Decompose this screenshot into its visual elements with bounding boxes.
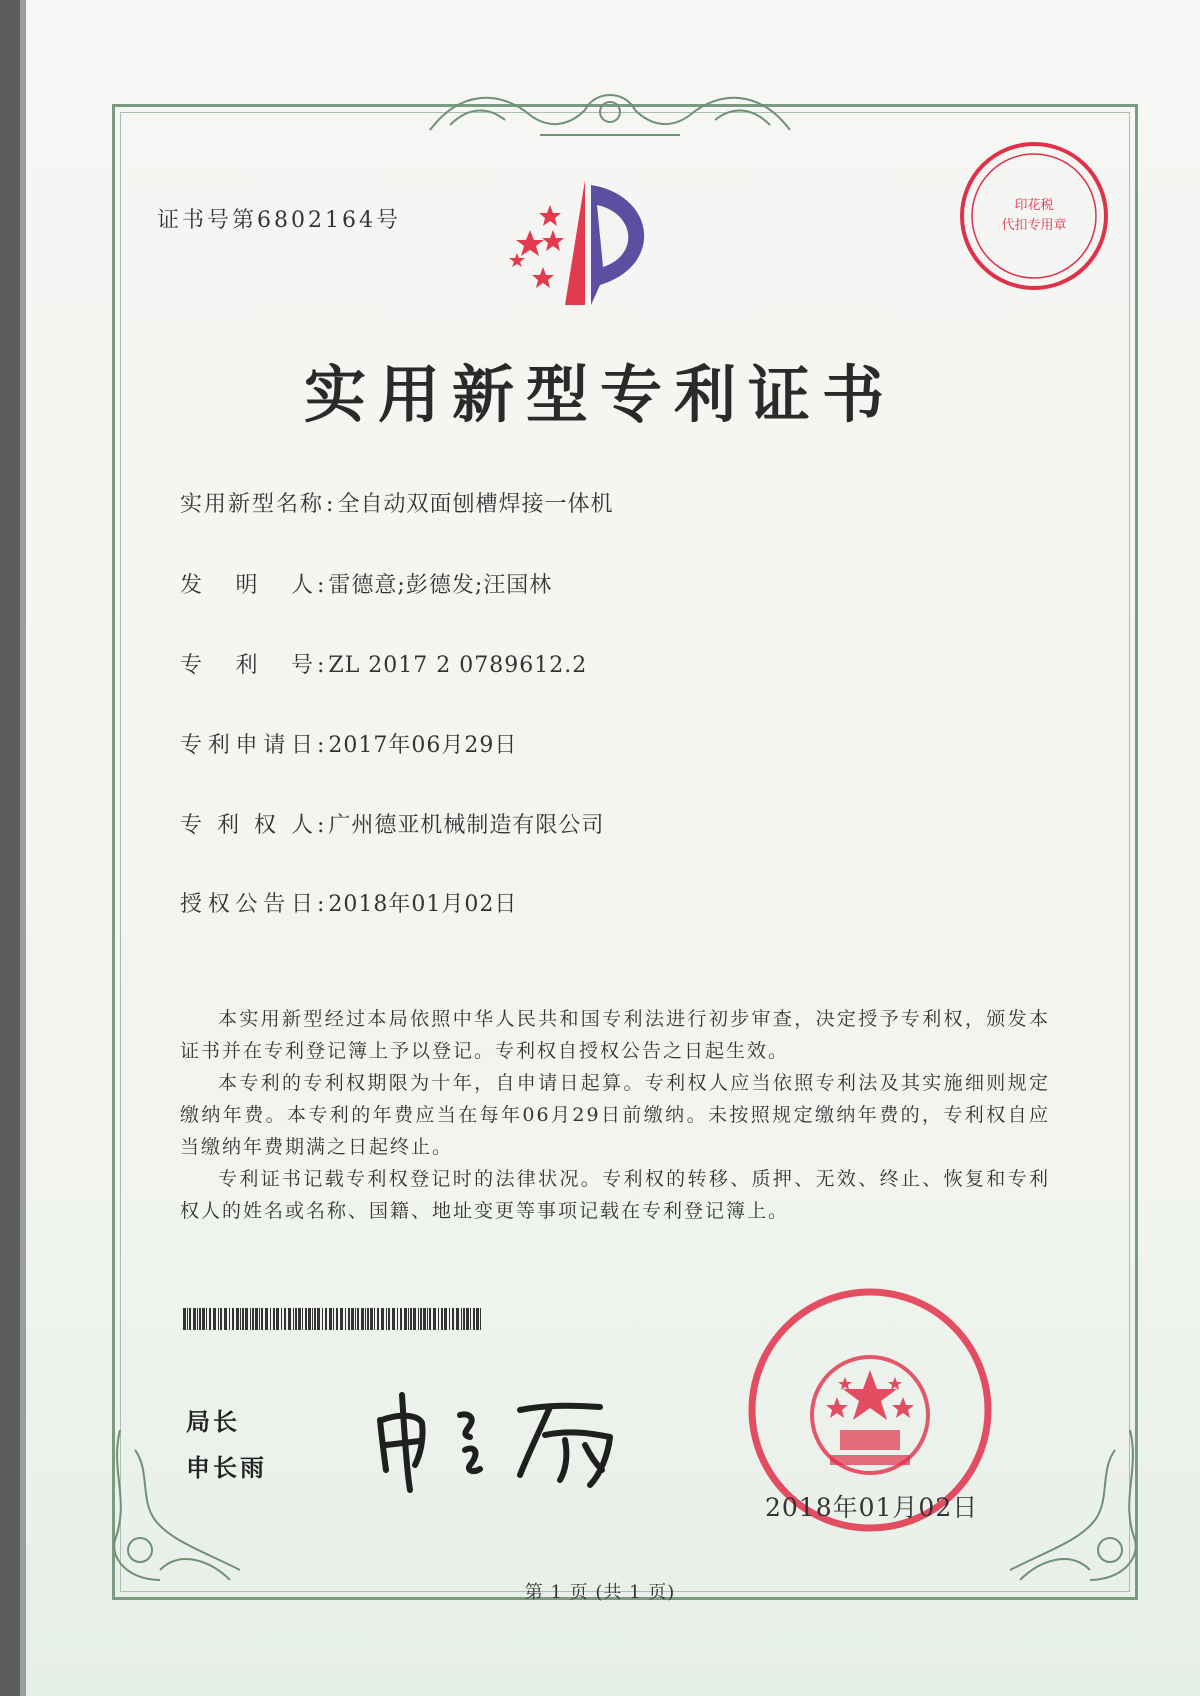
field-grant-date: 授权公告日: 2018年01月02日 (180, 887, 517, 918)
statement-paragraph: 本实用新型经过本局依照中华人民共和国专利法进行初步审查，决定授予专利权，颁发本证书并在专利登记簿上予以登记。专利权自授权公告之日起生效。 (180, 1008, 1050, 1062)
scan-edge-strip (0, 0, 26, 1696)
svg-text:印花税: 印花税 (1014, 198, 1054, 213)
field-label: 专 利 权 人 (180, 813, 315, 838)
certificate-statement (180, 1003, 1050, 1227)
director-signature (370, 1385, 630, 1495)
field-label: 专 利 号 (180, 653, 315, 678)
statement-paragraph: 本专利的专利权期限为十年，自申请日起算。专利权人应当依照专利法及其实施细则规定缴纳年费。本专利的年费应当在每年06月29日前缴纳。未按照规定缴纳年费的，专利权自应当缴纳年费期满之日起终止。 (180, 1072, 1050, 1158)
field-value: ZL 2017 2 0789612.2 (328, 653, 588, 678)
page-number: 第 1 页 (共 1 页) (524, 1582, 676, 1603)
field-inventor: 发 明 人: 雷德意;彭德发;汪国林 (180, 568, 552, 599)
field-label: 实用新型名称 (180, 492, 325, 517)
field-patent-number: 专 利 号: ZL 2017 2 0789612.2 (180, 648, 587, 679)
field-value: 2018年01月02日 (328, 892, 518, 917)
field-label: 专利申请日 (180, 733, 315, 758)
field-value: 2017年06月29日 (328, 733, 518, 758)
bottom-right-ornament (1000, 1420, 1150, 1590)
bottom-left-ornament (100, 1420, 250, 1590)
field-filing-date: 专利申请日: 2017年06月29日 (180, 728, 517, 759)
svg-text:代扣专用章: 代扣专用章 (1001, 218, 1067, 233)
field-value: 雷德意;彭德发;汪国林 (328, 573, 553, 598)
field-value: 全自动双面刨槽焊接一体机 (337, 492, 614, 517)
director-name: 申长雨 (186, 1454, 267, 1482)
field-utility-model-name: 实用新型名称: 全自动双面刨槽焊接一体机 (180, 492, 614, 517)
field-label: 授权公告日 (180, 892, 315, 917)
top-ornament (420, 70, 800, 150)
statement-paragraph: 专利证书记载专利权登记时的法律状况。专利权的转移、质押、无效、终止、恢复和专利权人的姓名或名称、国籍、地址变更等事项记载在专利登记簿上。 (180, 1168, 1050, 1222)
barcode (183, 1308, 483, 1330)
tax-seal-stamp (955, 137, 1113, 295)
certificate-number: 证书号第6802164号 (157, 208, 401, 233)
director-title: 局长 (186, 1408, 240, 1436)
certificate-title: 实用新型专利证书 (303, 358, 896, 431)
field-label: 发 明 人 (180, 573, 315, 598)
issue-date: 2018年01月02日 (765, 1493, 979, 1522)
field-patentee: 专 利 权 人: 广州德亚机械制造有限公司 (180, 808, 604, 839)
field-value: 广州德亚机械制造有限公司 (328, 813, 605, 838)
patent-office-emblem-icon (505, 175, 675, 315)
